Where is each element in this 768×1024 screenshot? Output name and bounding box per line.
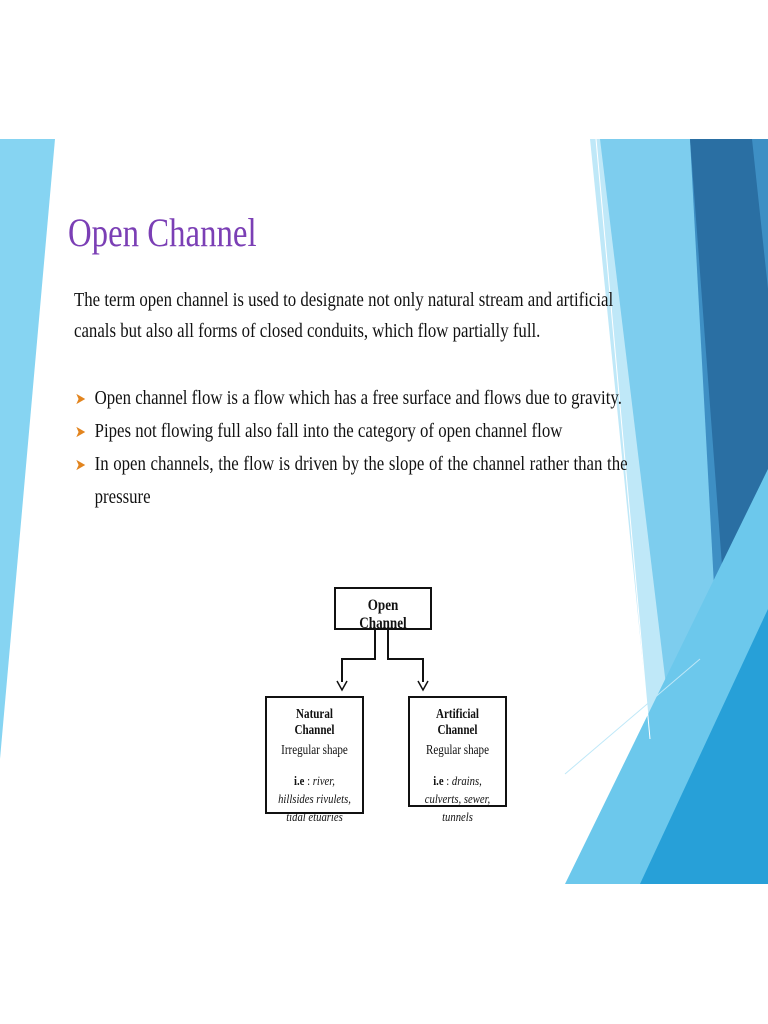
bullet-text: Pipes not flowing full also fall into the category of open channel flow (94, 420, 563, 442)
arrowhead-right-icon: ➤ (74, 455, 86, 474)
bullet-list (70, 382, 628, 514)
artificial-channel-shape: Regular shape (425, 742, 490, 757)
connector-left (342, 629, 375, 682)
artificial-channel-node (408, 696, 507, 824)
natural-channel-name: Natural Channel (294, 706, 335, 737)
bullet-text: In open channels, the flow is driven by the slope of the channel rather than the pressure (94, 453, 628, 508)
slide (0, 139, 768, 884)
connector-right (388, 629, 423, 682)
intro-paragraph: The term open channel is used to designate not only natural stream and artificial canals but also all forms of closed conduits, which flow partially full. (74, 289, 614, 342)
arrowhead-right-icon: ➤ (74, 389, 86, 408)
arrowhead-right (418, 681, 428, 690)
bullet-item (70, 382, 628, 415)
artificial-channel-name: Artificial Channel (435, 706, 480, 737)
root-node (334, 587, 432, 630)
arrowhead-right-icon: ➤ (74, 422, 86, 441)
bullet-item (70, 448, 628, 514)
natural-channel-examples: i.e : river, hillsides rivulets, tidal etuaries (278, 773, 351, 824)
root-node-label: Open Channel (359, 597, 407, 632)
arrowhead-left (337, 681, 347, 690)
natural-channel-shape: Irregular shape (281, 742, 348, 757)
bullet-text: Open channel flow is a flow which has a free surface and flows due to gravity. (94, 387, 622, 409)
artificial-channel-examples: i.e : drains, culverts, sewer, tunnels (424, 773, 491, 824)
channel-classification-diagram (200, 534, 490, 874)
bullet-item (70, 415, 628, 448)
slide-title: Open Channel (68, 210, 257, 255)
natural-channel-node (265, 696, 364, 824)
left-accent-band (0, 139, 55, 759)
